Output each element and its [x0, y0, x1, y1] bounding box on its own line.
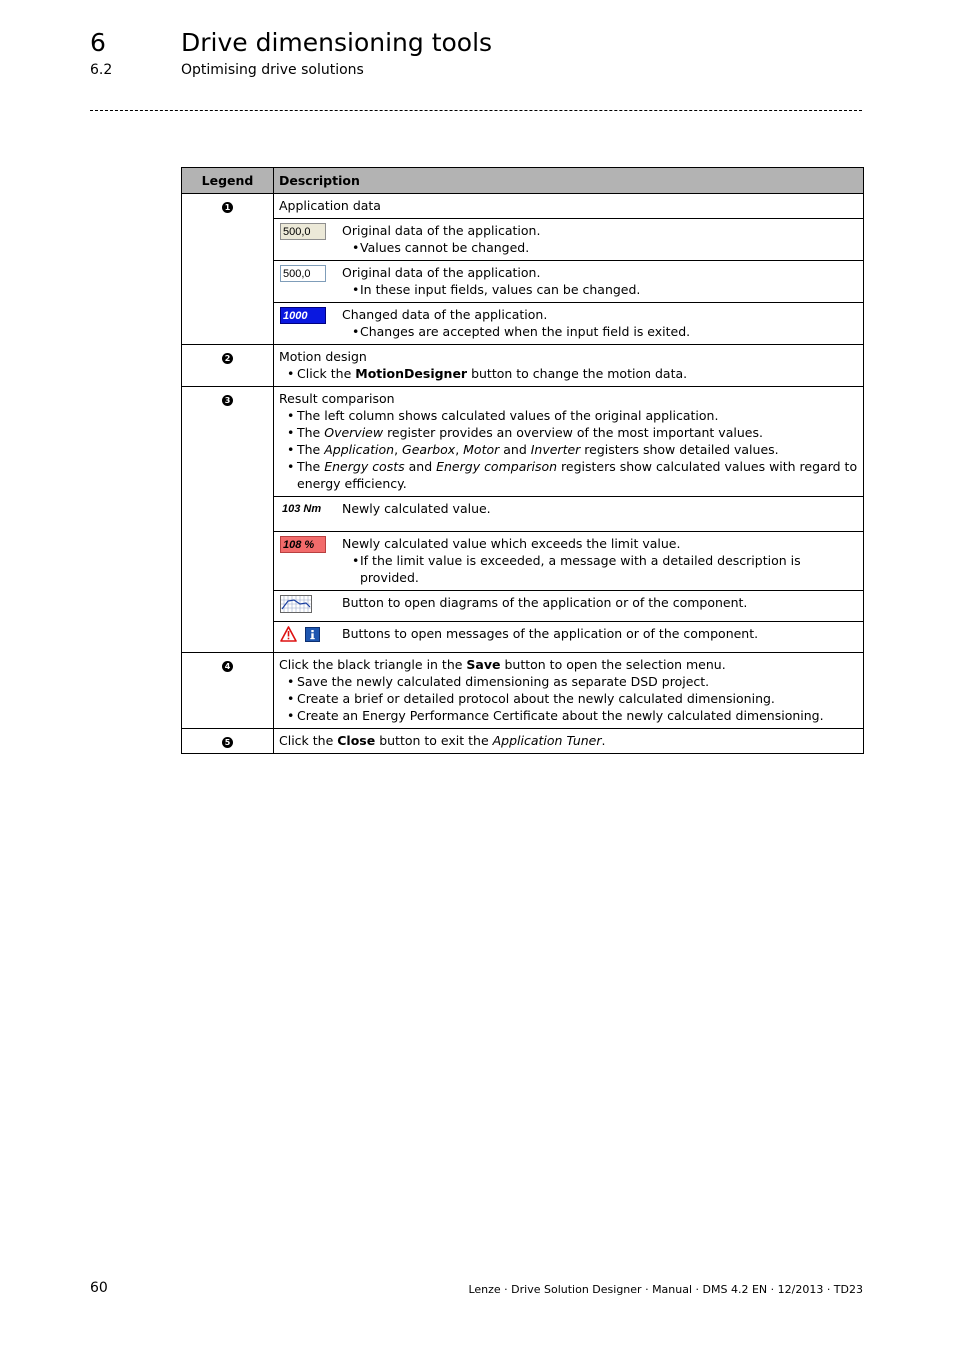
table-row: [182, 345, 864, 387]
legend-cell: [182, 345, 274, 387]
bullet-item: • In these input fields, values can be changed.: [342, 281, 858, 298]
legend-table: [181, 167, 864, 754]
legend-marker: 4: [222, 661, 233, 672]
description-cell: [274, 387, 864, 653]
bullet-item: • Save the newly calculated dimensioning as separate DSD project.: [279, 673, 858, 690]
legend-column-header: Legend: [182, 168, 274, 194]
legend-cell: [182, 387, 274, 653]
legend-marker: 1: [222, 202, 233, 213]
chapter-title: Drive dimensioning tools: [181, 28, 493, 57]
legend-cell: [182, 729, 274, 754]
description-cell: [274, 194, 864, 345]
legend-marker: 5: [222, 737, 233, 748]
sub-row: [274, 496, 863, 531]
description-cell: [274, 729, 864, 754]
sub-text: Changed data of the application.: [342, 307, 548, 322]
section-number: 6.2: [90, 62, 113, 78]
row-title: Motion design: [279, 349, 367, 364]
bullet-item: • Changes are accepted when the input field is exited.: [342, 323, 858, 340]
sub-row: [274, 218, 863, 260]
sub-row: [274, 302, 863, 344]
info-icon: [305, 627, 320, 646]
sub-row: [274, 590, 863, 621]
changed-field-sample: 1000: [280, 307, 326, 324]
bullet-item: • The Energy costs and Energy comparison registers show calculated values with regard to energy efficiency.: [279, 458, 858, 492]
editable-field-sample: 500,0: [280, 265, 326, 282]
bullet-item: • The Application, Gearbox, Motor and Inverter registers show detailed values.: [279, 441, 858, 458]
bullet-item: • Click the MotionDesigner button to change the motion data.: [279, 365, 858, 382]
table-row: [182, 387, 864, 653]
row-title: Result comparison: [279, 391, 395, 406]
bullet-item: • Create an Energy Performance Certificate about the newly calculated dimensioning.: [279, 707, 858, 724]
table-row: [182, 194, 864, 345]
legend-marker: 3: [222, 395, 233, 406]
readonly-field-sample: 500,0: [280, 223, 326, 240]
section-title: Optimising drive solutions: [181, 62, 364, 78]
description-cell: [274, 345, 864, 387]
legend-cell: [182, 653, 274, 729]
sub-text: Buttons to open messages of the application or of the component.: [342, 626, 759, 641]
description-column-header: Description: [274, 168, 864, 194]
sub-text: Original data of the application.: [342, 223, 541, 238]
bullet-item: • Create a brief or detailed protocol about the newly calculated dimensioning.: [279, 690, 858, 707]
chapter-number: 6: [90, 28, 106, 57]
row-title: Click the black triangle in the Save button to open the selection menu.: [279, 657, 726, 672]
sub-text: Newly calculated value which exceeds the limit value.: [342, 536, 681, 551]
table-row: [182, 653, 864, 729]
calculated-value-sample: 103 Nm: [280, 501, 326, 518]
sub-row: [274, 621, 863, 652]
bullet-item: • The left column shows calculated values of the original application.: [279, 407, 858, 424]
diagram-icon: [280, 595, 312, 617]
sub-text: Original data of the application.: [342, 265, 541, 280]
warning-icon: [280, 626, 297, 646]
table-header-row: [182, 168, 864, 194]
limit-exceeded-sample: 108 %: [280, 536, 326, 553]
sub-row: [274, 531, 863, 590]
footer-info: Lenze · Drive Solution Designer · Manual · DMS 4.2 EN · 12/2013 · TD23: [468, 1283, 863, 1296]
bullet-item: • The Overview register provides an overview of the most important values.: [279, 424, 858, 441]
bullet-item: • If the limit value is exceeded, a message with a detailed description is provided.: [342, 552, 858, 586]
legend-cell: [182, 194, 274, 345]
page-number: 60: [90, 1280, 108, 1296]
sub-text: Button to open diagrams of the application or of the component.: [342, 595, 748, 610]
row-title: Application data: [279, 198, 381, 213]
sub-text: Newly calculated value.: [342, 501, 491, 516]
sub-row: [274, 260, 863, 302]
table-row: [182, 729, 864, 754]
row-title: Click the Close button to exit the Application Tuner.: [279, 733, 606, 748]
bullet-item: • Values cannot be changed.: [342, 239, 858, 256]
legend-marker: 2: [222, 353, 233, 364]
header-rule: [90, 110, 862, 111]
description-cell: [274, 653, 864, 729]
